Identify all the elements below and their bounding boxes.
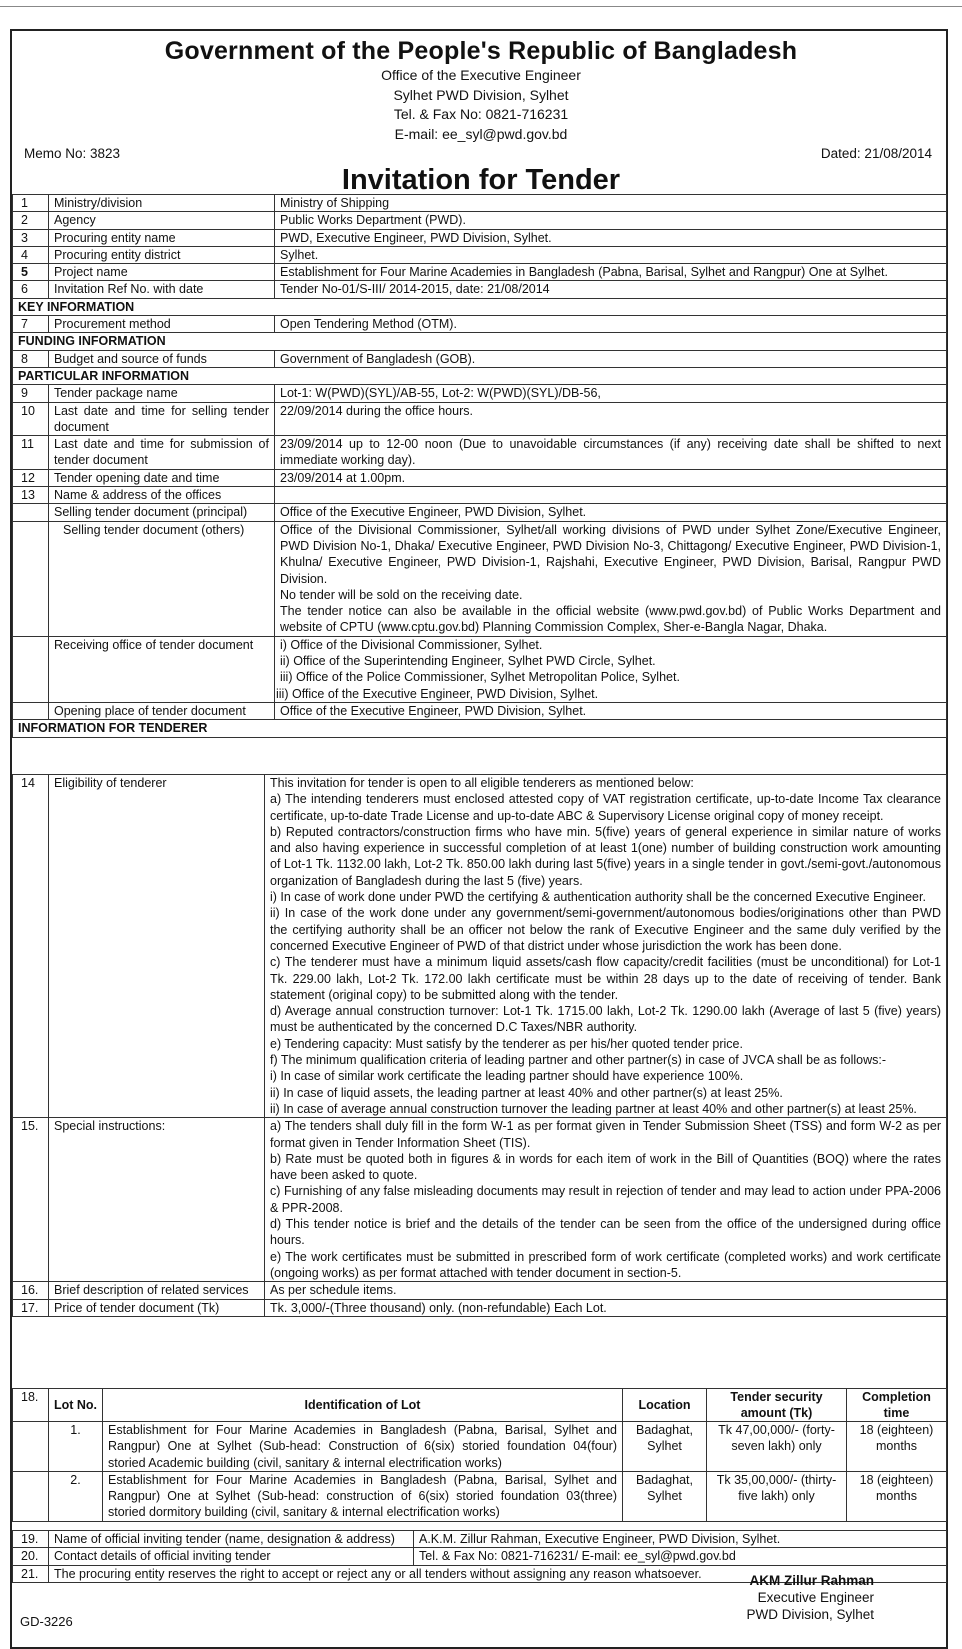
lot-security: Tk 47,00,000/- (forty-seven lakh) only [707, 1422, 847, 1472]
top-rule [0, 0, 962, 7]
row-value: Government of Bangladesh (GOB). [275, 350, 947, 367]
identification-header: Identification of Lot [103, 1389, 623, 1422]
eligibility-f-ii: ii) In case of liquid assets, the leading partner at least 40% and other partner(s) at least 25%. [270, 1085, 783, 1100]
row-value [275, 487, 947, 504]
table-row [13, 636, 947, 702]
section-title: KEY INFORMATION [13, 298, 947, 315]
government-title: Government of the People's Republic of Bangladesh [164, 37, 798, 65]
row-label: Last date and time for submission of tender document [49, 436, 275, 470]
row-number: 18. [13, 1389, 49, 1422]
section-title: PARTICULAR INFORMATION [13, 367, 947, 384]
section-header [13, 367, 947, 384]
row-number: 17. [13, 1299, 49, 1316]
row-number: 16. [13, 1282, 49, 1299]
row-number [13, 702, 49, 719]
row-label: Name & address of the offices [49, 487, 275, 504]
list-item: i) Office of the Divisional Commissioner, Sylhet. [280, 637, 543, 652]
website-note: The tender notice can also be available in the official website (www.pwd.gov.bd) of Public Works Department and website of CPTU (www.cptu.gov.bd) Planning Commission Complex, Sher-e-Bangla Nagar, Dhaka. [280, 604, 941, 635]
tel-fax: Tel. & Fax No: 0821-716231 [393, 106, 569, 122]
row-number: 19. [13, 1531, 49, 1548]
row-label: Selling tender document (principal) [49, 504, 275, 521]
row-value [265, 775, 947, 1118]
table-row [13, 229, 947, 246]
row-number: 6 [13, 281, 49, 298]
eligibility-c: c) The tenderer must have a minimum liquid assets/cash flow capacity/credit facilities (must be unconditional) for Lot-1 Tk. 229.00 lakh, Lot-2 Tk. 172.00 lakh certificate must be within 28 days up to the date of receiving of tender. Bank statement (original copy) to be submitted along with the tender. [270, 955, 941, 1002]
row-value: 22/09/2014 during the office hours. [275, 402, 947, 436]
table-row [13, 1548, 947, 1565]
list-item: iii) Office of the Police Commissioner, Sylhet Metropolitan Police, Sylhet. [280, 670, 680, 685]
row-number: 3 [13, 229, 49, 246]
row-number: 11 [13, 436, 49, 470]
row-value: Public Works Department (PWD). [275, 212, 947, 229]
row-value: 23/09/2014 up to 12-00 noon (Due to unavoidable circumstances (if any) receiving date shall be shifted to next immediate working day). [275, 436, 947, 470]
lot-security: Tk 35,00,000/- (thirty-five lakh) only [707, 1471, 847, 1521]
security-header: Tender security amount (Tk) [707, 1389, 847, 1422]
eligibility-f-iii: ii) In case of average annual construction turnover the leading partner at least 40% and other partner(s) at least 25%. [270, 1101, 917, 1116]
row-label: Eligibility of tenderer [49, 775, 265, 1118]
row-label: Last date and time for selling tender document [49, 402, 275, 436]
table-row [13, 1422, 947, 1472]
email: E-mail: ee_syl@pwd.gov.bd [394, 125, 568, 142]
row-value: Tk. 3,000/-(Three thousand) only. (non-refundable) Each Lot. [265, 1299, 947, 1316]
row-label: Procuring entity district [49, 246, 275, 263]
table-row [13, 469, 947, 486]
lot-location: Badaghat, Sylhet [623, 1422, 707, 1472]
location-header: Location [623, 1389, 707, 1422]
instruction-a: a) The tenders shall duly fill in the form W-1 as per format given in Tender Submission Sheet (TSS) and form W-2 as per format given in Tender Information Sheet (TIS). [270, 1119, 941, 1150]
signatory-designation: Executive Engineer [757, 1590, 874, 1605]
row-value: PWD, Executive Engineer, PWD Division, Sylhet. [275, 229, 947, 246]
table-row [13, 1471, 947, 1521]
row-value: The procuring entity reserves the right to accept or reject any or all tenders without assigning any reason whatsoever. [49, 1565, 947, 1582]
table-row [13, 1118, 947, 1282]
row-value: Office of the Executive Engineer, PWD Division, Sylhet. [275, 702, 947, 719]
list-item: ii) Office of the Superintending Engineer, Sylhet PWD Circle, Sylhet. [280, 654, 656, 669]
row-number [13, 1422, 49, 1472]
instruction-c: c) Furnishing of any false misleading documents may result in rejection of tender and may lead to action under PPA-2006 & PPR-2008. [270, 1184, 941, 1215]
row-number [13, 521, 49, 636]
memo-number: Memo No: 3823 [24, 146, 121, 161]
row-number: 10 [13, 402, 49, 436]
row-value: A.K.M. Zillur Rahman, Executive Engineer, PWD Division, Sylhet. [414, 1531, 947, 1548]
lots-header-row [13, 1389, 947, 1422]
table-row [13, 402, 947, 436]
table-row [13, 195, 947, 212]
table-row [13, 521, 947, 636]
row-number [13, 1471, 49, 1521]
notice-header [0, 36, 962, 144]
section-title: FUNDING INFORMATION [13, 333, 947, 350]
row-label: Project name [49, 264, 275, 281]
row-number: 12 [13, 469, 49, 486]
eligibility-b-i: i) In case of work done under PWD the certifying & authentication authority shall be the concerned Executive Engineer. [270, 890, 926, 905]
tender-table-top [12, 194, 947, 738]
table-row [13, 385, 947, 402]
table-row [13, 1299, 947, 1316]
gd-number: GD-3226 [20, 1614, 73, 1629]
lot-number: 2. [49, 1471, 103, 1521]
row-label: Price of tender document (Tk) [49, 1299, 265, 1316]
table-row [13, 264, 947, 281]
row-label: Selling tender document (others) [49, 521, 275, 636]
office-name: Office of the Executive Engineer [381, 67, 581, 83]
section-title: INFORMATION FOR TENDERER [13, 720, 947, 737]
row-number: 21. [13, 1565, 49, 1582]
list-item: iii) Office of the Executive Engineer, PWD Division, Sylhet. [276, 686, 599, 701]
signature-block [746, 1572, 874, 1623]
signatory-office: PWD Division, Sylhet [746, 1607, 874, 1622]
table-row [13, 702, 947, 719]
table-row [13, 1282, 947, 1299]
row-label: Tender package name [49, 385, 275, 402]
table-row [13, 350, 947, 367]
row-label: Name of official inviting tender (name, designation & address) [49, 1531, 414, 1548]
row-number: 1 [13, 195, 49, 212]
eligibility-a: a) The intending tenderers must enclosed attested copy of VAT registration certificate, up-to-date Income Tax clearance certificate, up-to-date Trade License and up-to-date ABC & Supervisory License original copy of money receipt. [270, 792, 941, 823]
lot-location: Badaghat, Sylhet [623, 1471, 707, 1521]
completion-header: Completion time [847, 1389, 947, 1422]
row-value: 23/09/2014 at 1.00pm. [275, 469, 947, 486]
row-number: 9 [13, 385, 49, 402]
table-row [13, 316, 947, 333]
eligibility-e: e) Tendering capacity: Must satisfy by the tenderer as per his/her quoted tender price. [270, 1036, 743, 1051]
table-row [13, 504, 947, 521]
row-label: Contact details of official inviting tender [49, 1548, 414, 1565]
tender-table-info [12, 774, 947, 1317]
table-row [13, 775, 947, 1118]
row-number: 20. [13, 1548, 49, 1565]
row-value [275, 636, 947, 702]
row-number: 5 [13, 264, 49, 281]
row-number: 15. [13, 1118, 49, 1282]
date: Dated: 21/08/2014 [820, 146, 932, 161]
row-value: Sylhet. [275, 246, 947, 263]
table-row [13, 246, 947, 263]
row-label: Budget and source of funds [49, 350, 275, 367]
table-row [13, 1531, 947, 1548]
row-label: Agency [49, 212, 275, 229]
table-row [13, 212, 947, 229]
row-value [265, 1118, 947, 1282]
eligibility-f-i: i) In case of similar work certificate the leading partner should have experience 100%. [270, 1069, 744, 1084]
section-header [13, 298, 947, 315]
instruction-e: e) The work certificates must be submitted in prescribed form of work certificate (completed works) and work certificate (ongoing works) as per format attached with tender document in section-5. [270, 1249, 941, 1280]
eligibility-b-ii: ii) In case of the work done under any government/semi-government/autonomous bodies/originations other than PWD the certifying authority shall be an officer not below the rank of Executive Engineer and the same duly verified by the concerned Executive Engineer of PWD of that district under whose jurisdiction the work has been done. [270, 906, 941, 953]
row-number: 2 [13, 212, 49, 229]
row-label: Procurement method [49, 316, 275, 333]
lot-no-header: Lot No. [49, 1389, 103, 1422]
row-value: As per schedule items. [265, 1282, 947, 1299]
row-value [275, 521, 947, 636]
instruction-b: b) Rate must be quoted both in figures & in words for each item of work in the Bill of Quantities (BOQ) where the rates have been asked to quote. [270, 1151, 941, 1183]
division-name: Sylhet PWD Division, Sylhet [393, 86, 569, 103]
row-number: 7 [13, 316, 49, 333]
row-label: Opening place of tender document [49, 702, 275, 719]
row-label: Special instructions: [49, 1118, 265, 1282]
row-label: Receiving office of tender document [49, 636, 275, 702]
selling-offices: Office of the Divisional Commissioner, Sylhet/all working divisions of PWD under Sylhet Zone/Executive Engineer, PWD Division No-1, Dhaka/ Executive Engineer, PWD Division No-3, Chittagong/ Executive Engineer, PWD Division-1, Khulna/ Executive Engineer, PWD Division-1, Rajshahi, Executive Engineer, PWD Division, Barisal, Rangpur PWD Division. [280, 522, 941, 586]
row-value: Office of the Executive Engineer, PWD Division, Sylhet. [275, 504, 947, 521]
row-value: Establishment for Four Marine Academies in Bangladesh (Pabna, Barisal, Sylhet and Rangpur) One at Sylhet. [275, 264, 947, 281]
row-value: Ministry of Shipping [275, 195, 947, 212]
lots-table [12, 1388, 947, 1522]
eligibility-b: b) Reputed contractors/construction firms who have min. 5(five) years of general experience in similar nature of works and also having experience in successful completion of at least 1(one) number of building construction work amounting of Lot-1 Tk. 1132.00 lakh, Lot-2 Tk. 850.00 lakh during last 5(five) years in a single tender in govt./semi-govt./autonomous organization of Bangladesh during the last 5 (five) years. [270, 824, 941, 888]
row-number [13, 504, 49, 521]
page-title: Invitation for Tender [341, 164, 621, 196]
instruction-d: d) This tender notice is brief and the details of the tender can be seen from the office of the undersigned during office hours. [270, 1217, 941, 1248]
row-number: 13 [13, 487, 49, 504]
table-row [13, 436, 947, 470]
signatory-name: AKM Zillur Rahman [749, 1573, 874, 1588]
lot-identification: Establishment for Four Marine Academies in Bangladesh (Pabna, Barisal, Sylhet and Rangpur) One at Sylhet (Sub-head: construction of 6(six) storied foundation 03(three) storied dormitory building (civil, sanitary & internal electrification works) [103, 1471, 623, 1521]
lot-number: 1. [49, 1422, 103, 1472]
row-label: Tender opening date and time [49, 469, 275, 486]
lot-identification: Establishment for Four Marine Academies in Bangladesh (Pabna, Barisal, Sylhet and Rangpur) One at Sylhet (Sub-head: Construction of 6(six) storied foundation 04(four) storied Academic building (civil, sanitary & internal electrification works) [103, 1422, 623, 1472]
table-row [13, 487, 947, 504]
row-value: Tender No-01/S-III/ 2014-2015, date: 21/08/2014 [275, 281, 947, 298]
lot-completion: 18 (eighteen) months [847, 1422, 947, 1472]
row-label: Ministry/division [49, 195, 275, 212]
selling-note: No tender will be sold on the receiving date. [280, 587, 523, 602]
row-value: Open Tendering Method (OTM). [275, 316, 947, 333]
row-number: 14 [13, 775, 49, 1118]
table-row [13, 281, 947, 298]
row-number: 4 [13, 246, 49, 263]
row-value: Lot-1: W(PWD)(SYL)/AB-55, Lot-2: W(PWD)(SYL)/DB-56, [275, 385, 947, 402]
row-value: Tel. & Fax No: 0821-716231/ E-mail: ee_syl@pwd.gov.bd [414, 1548, 947, 1565]
row-number [13, 636, 49, 702]
row-label: Procuring entity name [49, 229, 275, 246]
row-number: 8 [13, 350, 49, 367]
section-header [13, 720, 947, 737]
section-header [13, 333, 947, 350]
lot-completion: 18 (eighteen) months [847, 1471, 947, 1521]
eligibility-intro: This invitation for tender is open to all eligible tenderers as mentioned below: [270, 776, 694, 790]
eligibility-d: d) Average annual construction turnover: Lot-1 Tk. 1715.00 lakh, Lot-2 Tk. 1290.00 lakh (Average of last 5 (five) years) must be authenticated by the concerned D.C Taxes/NBR authority. [270, 1004, 941, 1035]
eligibility-f: f) The minimum qualification criteria of leading partner and other partner(s) in case of JVCA shall be as follows:- [270, 1053, 887, 1068]
row-label: Brief description of related services [49, 1282, 265, 1299]
row-label: Invitation Ref No. with date [49, 281, 275, 298]
